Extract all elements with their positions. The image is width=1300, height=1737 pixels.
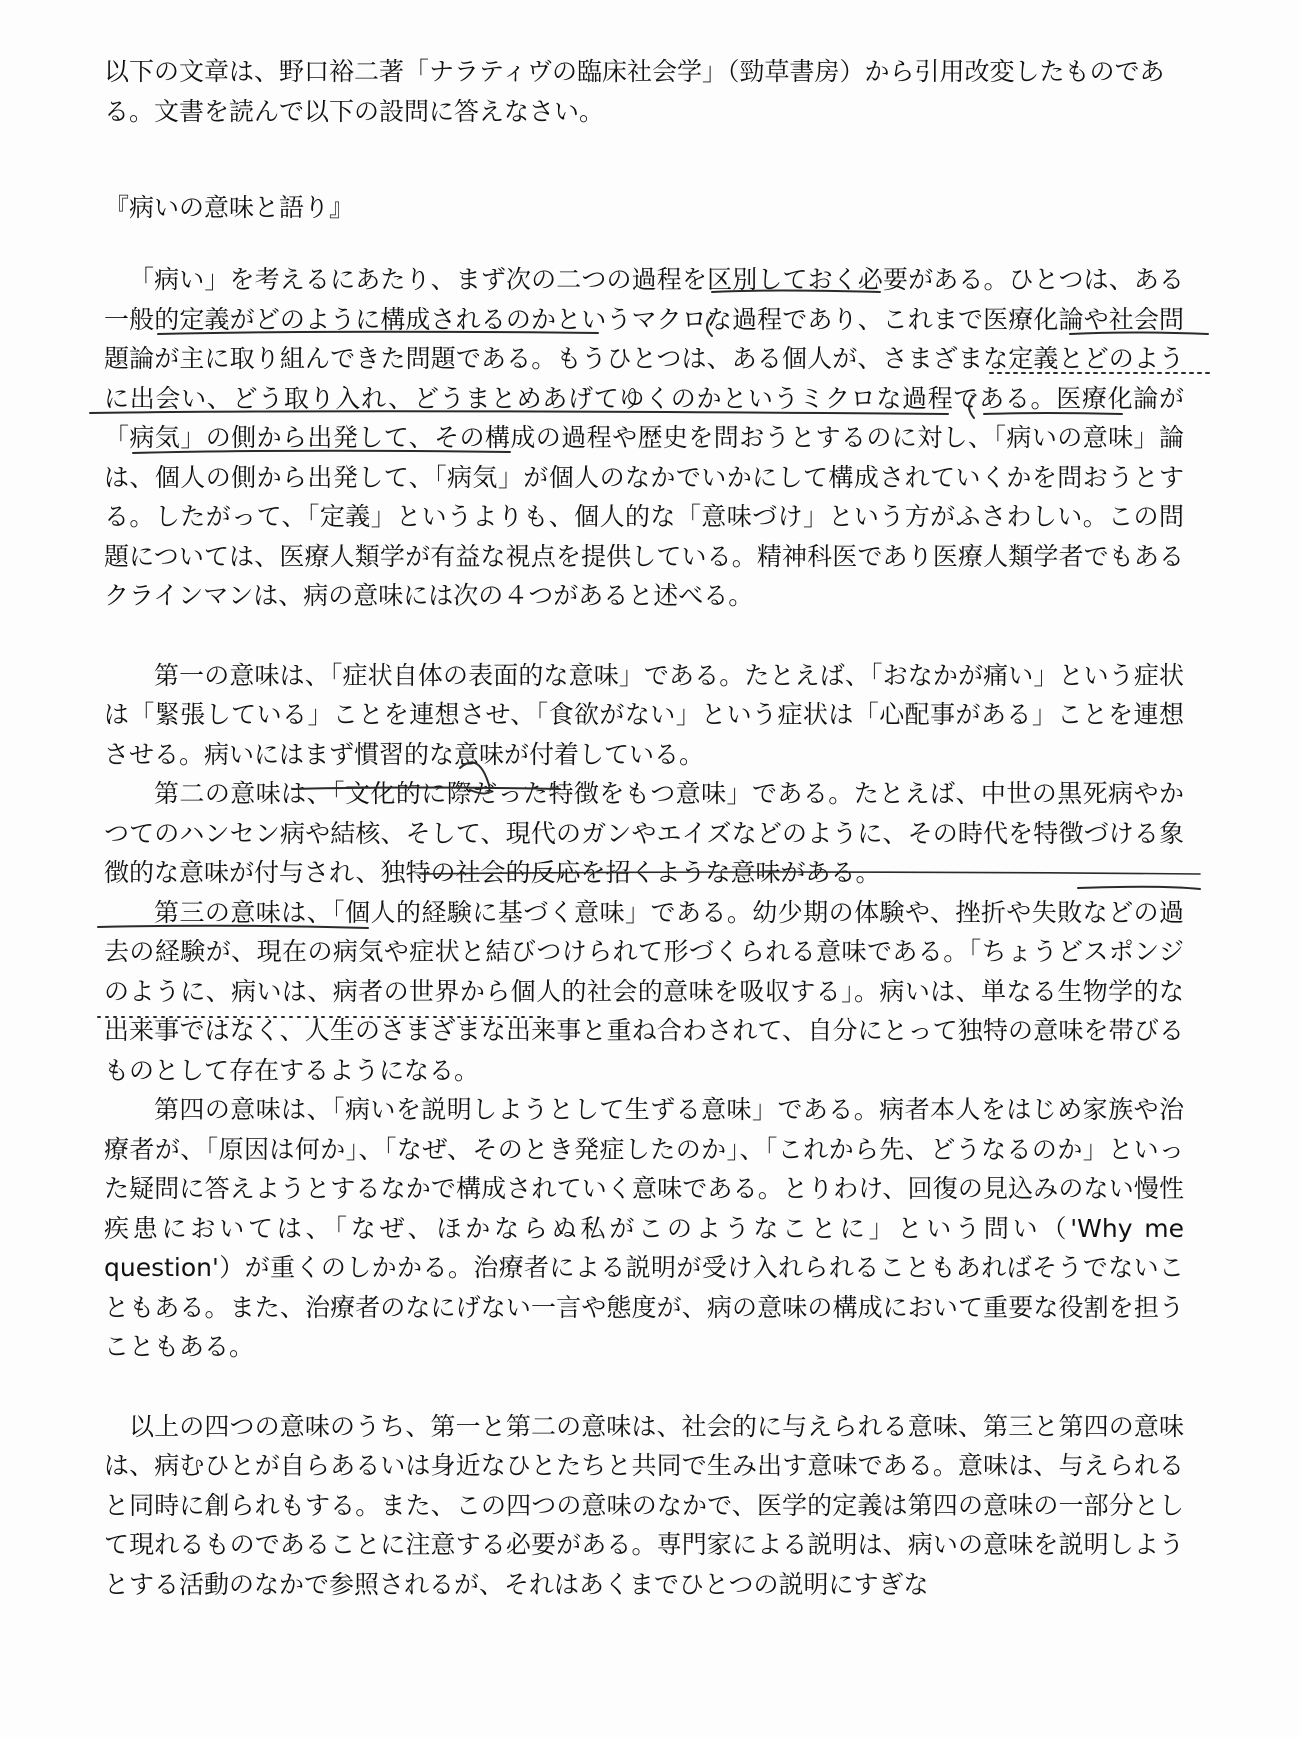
paragraph-conclusion: 以上の四つの意味のうち、第一と第二の意味は、社会的に与えられる意味、第三と第四の意味は、病むひとが自らあるいは身近なひとたちと共同で生み出す意味である。意味は、与えられると同時に創られもする。また、この四つの意味のなかで、医学的定義は第四の意味の一部分として現れるものであることに注意する必要がある。専門家による説明は、病いの意味を説明しようとする活動のなかで参照されるが、それはあくまでひとつの説明にすぎな — [104, 1411, 1184, 1599]
document-body — [104, 260, 1184, 1604]
paragraph-gap — [104, 616, 1184, 656]
paragraph-meaning-3: 第三の意味は、「個人的経験に基づく意味」である。幼少期の体験や、挫折や失敗などの過去の経験が、現在の病気や症状と結びつけられて形づくられる意味である。「ちょうどスポンジのように、病いは、病者の世界から個人的社会的意味を吸収する」。病いは、単なる生物学的な出来事ではなく、人生のさまざまな出来事と重ね合わされて、自分にとって独特の意味を帯びるものとして存在するようになる。 — [104, 897, 1184, 1085]
paragraph-meaning-4: 第四の意味は、「病いを説明しようとして生ずる意味」である。病者本人をはじめ家族や治療者が、「原因は何か」、「なぜ、そのとき発症したのか」、「これから先、どうなるのか」といった疑問に答えようとするなかで構成されていく意味である。とりわけ、回復の見込みのない慢性疾患においては、「なぜ、ほかならぬ私がこのようなことに」という問い（'Why me question'）が重くのしかかる。治療者による説明が受け入れられることもあればそうでないこともある。また、治療者のなにげない一言や態度が、病の意味の構成において重要な役割を担うこともある。 — [104, 1095, 1184, 1361]
paragraph-intro: 「病い」を考えるにあたり、まず次の二つの過程を区別しておく必要がある。ひとつは、ある一般的定義がどのように構成されるのかというマクロな過程であり、これまで医療化論や社会問題論が主に取り組んできた問題である。もうひとつは、ある個人が、さまざまな定義とどのように出会い、どう取り入れ、どうまとめあげてゆくのかというミクロな過程である。医療化論が「病気」の側から出発して、その構成の過程や歴史を問おうとするのに対し、「病いの意味」論は、個人の側から出発して、「病気」が個人のなかでいかにして構成されていくかを問おうとする。したがって、「定義」というよりも、個人的な「意味づけ」という方がふさわしい。この問題については、医療人類学が有益な視点を提供している。精神科医であり医療人類学者でもあるクラインマンは、病の意味には次の４つがあると述べる。 — [104, 265, 1184, 610]
paragraph-meaning-2: 第二の意味は、「文化的に際だった特徴をもつ意味」である。たとえば、中世の黒死病やかつてのハンセン病や結核、そして、現代のガンやエイズなどのように、その時代を特徴づける象徴的な意味が付与され、独特の社会的反応を招くような意味がある。 — [104, 779, 1184, 887]
section-title: 『病いの意味と語り』 — [104, 193, 355, 222]
intro-text: 以下の文章は、野口裕二著「ナラティヴの臨床社会学」（勁草書房）から引用改変したものである。文書を読んで以下の設問に答えなさい。 — [104, 57, 1165, 126]
paragraph-meaning-1: 第一の意味は、「症状自体の表面的な意味」である。たとえば、「おなかが痛い」という症状は「緊張している」ことを連想させ、「食欲がない」という症状は「心配事がある」ことを連想させる。病いにはまず慣習的な意味が付着している。 — [104, 660, 1184, 769]
paragraph-gap — [104, 1367, 1184, 1407]
